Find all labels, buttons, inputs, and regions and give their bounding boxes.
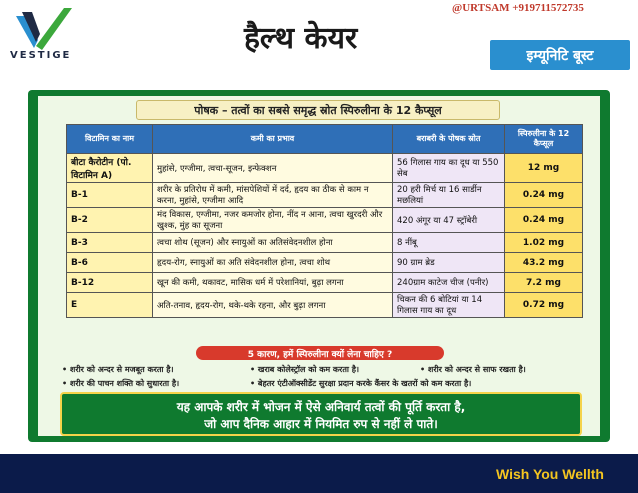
v-check-icon	[8, 6, 78, 52]
table-row	[67, 273, 583, 293]
amount-cell: 7.2 mg	[505, 273, 583, 293]
column-header: स्पिरुलीना के 12 कैप्सूल	[505, 125, 583, 154]
message-banner	[60, 392, 582, 436]
effect-cell: त्वचा शोथ (सूजन) और स्नायुओं का अतिसंवेदनशील होना	[153, 233, 393, 253]
column-header: बराबरी के पोषक स्रोत	[393, 125, 505, 154]
amount-cell: 0.24 mg	[505, 208, 583, 233]
vitamin-cell: B-2	[67, 208, 153, 233]
source-cell: 240ग्राम काटेज चीज (पनीर)	[393, 273, 505, 293]
vitamin-cell: B-6	[67, 253, 153, 273]
amount-cell: 43.2 mg	[505, 253, 583, 273]
reason-item: • शरीर को अन्दर से साफ रखता है।	[420, 365, 526, 374]
effect-cell: मुहांसे, एग्जीमा, त्वचा-सूजन, इन्फेक्शन	[153, 154, 393, 183]
effect-cell: खून की कमी, थकावट, मासिक धर्म में परेशानियां, बुढ़ा लगना	[153, 273, 393, 293]
vitamin-cell: बीटा कैरोटीन (पो. विटामिन A)	[67, 154, 153, 183]
source-cell: 8 नींबू	[393, 233, 505, 253]
source-cell: 90 ग्राम ब्रेड	[393, 253, 505, 273]
table-row	[67, 183, 583, 208]
banner-line: यह आपके शरीर में भोजन में ऐसे अनिवार्य तत्वों की पूर्ति करता है,	[176, 400, 466, 414]
amount-cell: 1.02 mg	[505, 233, 583, 253]
source-cell: 20 हरी मिर्च या 16 सार्डीन मछलियां	[393, 183, 505, 208]
table-row	[67, 253, 583, 273]
reason-item: • खराब कोलेस्ट्रॉल को कम करता है।	[250, 365, 360, 374]
column-header: विटामिन का नाम	[67, 125, 153, 154]
nutrition-table	[66, 124, 583, 318]
table-header-row	[67, 125, 583, 154]
vitamin-cell: E	[67, 293, 153, 318]
source-cell: 420 अंगूर या 47 स्ट्रॉबेरी	[393, 208, 505, 233]
source-cell: 56 गिलास गाय का दूध या 550 सेब	[393, 154, 505, 183]
effect-cell: शरीर के प्रतिरोध में कमी, मांसपेशियों में दर्द, हृदय का ठीक से काम न करना, मुहांसे, एग्जीमा आदि	[153, 183, 393, 208]
effect-cell: हृदय-रोग, स्नायुओं का अति संवेदनशील होना, त्वचा शोथ	[153, 253, 393, 273]
reason-item: • बेहतर एंटीऑक्सीडेंट सुरक्षा प्रदान करके कैंसर के खतरों को कम करता है।	[250, 379, 472, 388]
effect-cell: मंद विकास, एग्जीमा, नजर कमजोर होना, नींद न आना, त्वचा खुरदरी और खुश्क, मुंह का सूजना	[153, 208, 393, 233]
reasons-title: 5 कारण, हमें स्पिरुलीना क्यों लेना चाहिए ?	[196, 346, 444, 360]
contact-handle: @URTSAM +919711572735	[452, 2, 584, 14]
reason-item: • शरीर को अन्दर से मजबूत करता है।	[62, 365, 174, 374]
reason-item: • शरीर की पाचन शक्ति को सुधारता है।	[62, 379, 180, 388]
table-row	[67, 293, 583, 318]
footer-tagline: Wish You Wellth	[496, 466, 604, 482]
effect-cell: अति-तनाव, हृदय-रोग, थके-थके रहना, और बुढ़ा लगना	[153, 293, 393, 318]
vitamin-cell: B-12	[67, 273, 153, 293]
amount-cell: 12 mg	[505, 154, 583, 183]
topic-badge: इम्यूनिटि बूस्ट	[490, 40, 630, 70]
amount-cell: 0.24 mg	[505, 183, 583, 208]
brand-name: VESTIGE	[10, 50, 72, 61]
vitamin-cell: B-1	[67, 183, 153, 208]
table-row	[67, 208, 583, 233]
poster-heading: पोषक – तत्वों का सबसे समृद्ध स्रोत स्पिरुलीना के 12 कैप्सूल	[136, 100, 500, 120]
vitamin-cell: B-3	[67, 233, 153, 253]
banner-line: जो आप दैनिक आहार में नियमित रुप से नहीं ले पाते।	[204, 417, 438, 431]
page-title: हैल्थ केयर	[244, 21, 358, 56]
column-header: कमी का प्रभाव	[153, 125, 393, 154]
source-cell: चिकन की 6 बोटियां या 14 गिलास गाय का दूध	[393, 293, 505, 318]
amount-cell: 0.72 mg	[505, 293, 583, 318]
table-row	[67, 154, 583, 183]
table-row	[67, 233, 583, 253]
